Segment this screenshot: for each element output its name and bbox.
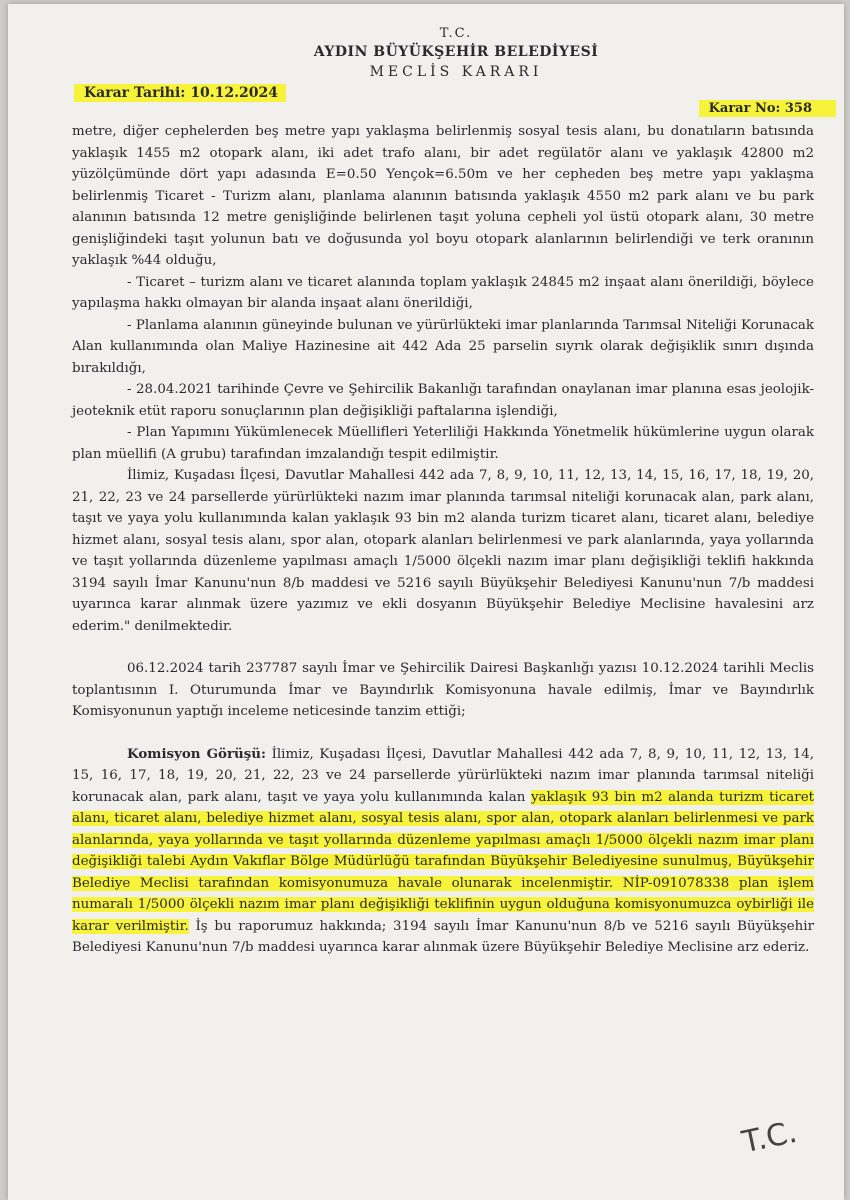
paragraph-bullet-jeoloji: - 28.04.2021 tarihinde Çevre ve Şehircilik Bakanlığı tarafından onaylanan imar planına esas jeolojik-jeoteknik etüt raporu sonuçlarının plan değişikliği paftalarına işlendiği, — [72, 382, 814, 419]
komisyon-highlighted-text: yaklaşık 93 bin m2 alanda turizm ticaret alanı, ticaret alanı, belediye hizmet alanı, sosyal tesis alanı, spor alan, otopark alanları belirlenmesi ve park alanlarında, yaya yollarında ve taşıt yollarında düzenleme yapılması amaçlı 1/5000 ölçekli nazım imar planı değişikliği talebi Aydın Vakıflar Bölge Müdürlüğü tarafından Büyükşehir Belediyesine sunulmuş, Büyükşehir Belediye Meclisi tarafından komisyonumuza havale olunarak incelenmiştir. NİP-091078338 plan işlem numaralı 1/5000 ölçekli nazım imar planı değişikliği teklifinin uygun olduğuna komisyonumuzca oybirliği ile karar verilmiştir. — [72, 789, 814, 934]
header-title: MECLİS KARARI — [369, 64, 543, 80]
paragraph-bullet-planlama: - Planlama alanının güneyinde bulunan ve yürürlükteki imar planlarında Tarımsal Niteliği Korunacak Alan kullanımında olan Maliye Hazinesine ait 442 Ada 25 parselin sıyrık olarak değişiklik sınırı dışında bırakıldığı, — [72, 317, 814, 376]
official-seal: T.C. — [739, 1114, 800, 1161]
paragraph-bullet-muellif: - Plan Yapımını Yükümlenecek Müellifleri Yeterliliği Hakkında Yönetmelik hükümlerine uygun olarak plan müellifi (A grubu) tarafından imzalandığı tespit edilmiştir. — [72, 425, 814, 462]
paragraph-ilimiz: İlimiz, Kuşadası İlçesi, Davutlar Mahallesi 442 ada 7, 8, 9, 10, 11, 12, 13, 14, 15, 16, 17, 18, 19, 20, 21, 22, 23 ve 24 parsellerde yürürlükteki nazım imar planında tarımsal niteliği korunacak alan, park alanı, taşıt ve yaya yolu kullanımında kalan yaklaşık 93 bin m2 alanda turizm ticaret alanı, ticaret alanı, belediye hizmet alanı, sosyal tesis alanı, spor alan, otopark alanları belirlenmesi ve park alanlarında, yaya yollarında ve taşıt yollarında düzenleme yapılması amaçlı 1/5000 ölçekli nazım imar planı değişikliği teklifi hakkında 3194 sayılı İmar Kanunu'nun 8/b maddesi ve 5216 sayılı Büyükşehir Belediyesi Kanunu'nun 7/b maddesi uyarınca karar alınmak üzere yazımız ve ekli dosyanın Büyükşehir Belediye Meclisine havalesini arz ederim." denilmektedir. — [72, 468, 814, 634]
paragraph-havale: 06.12.2024 tarih 237787 sayılı İmar ve Şehircilik Dairesi Başkanlığı yazısı 10.12.2024 tarihli Meclis toplantısının I. Oturumunda İmar ve Bayındırlık Komisyonuna havale edilmiş, İmar ve Bayındırlık Komisyonunun yaptığı inceleme neticesinde tanzim ettiği; — [72, 661, 814, 719]
header-organization: AYDIN BÜYÜKŞEHİR BELEDİYESİ — [313, 44, 599, 60]
komisyon-text: İlimiz, Kuşadası İlçesi, Davutlar Mahallesi 442 ada 7, 8, 9, 10, 11, 12, 13, 14, 15, 16, 17, 18, 19, 20, 21, 22, 23 ve 24 parsellerde yürürlükteki nazım imar planında tarımsal niteliği korunacak alan, park alanı, taşıt ve yaya yolu kullanımında kalan — [72, 746, 814, 805]
document-header — [8, 26, 844, 82]
komisyon-closing-text: İş bu raporumuz hakkında; 3194 sayılı İmar Kanunu'nun 8/b ve 5216 sayılı Büyükşehir Belediyesi Kanunu'nun 7/b maddesi uyarınca karar alınmak üzere Büyükşehir Belediye Meclisine arz ederiz. — [72, 918, 814, 955]
komisyon-label: Komisyon Görüşü: — [127, 745, 266, 762]
decision-date: Karar Tarihi: 10.12.2024 — [74, 84, 286, 102]
paragraph-komisyon — [72, 744, 814, 959]
document-body — [72, 121, 814, 959]
header-tc: T.C. — [439, 26, 473, 41]
paragraph-continuation: metre, diğer cephelerden beş metre yapı yaklaşma belirlenmiş sosyal tesis alanı, bu donatıların batısında yaklaşık 1455 m2 otopark alanı, iki adet trafo alanı, bir adet regülatör alanı ve yaklaşık 42800 m2 yüzölçümünde dört yapı adasında E=0.50 Yençok=6.50m ve her cepheden beş metre yapı yaklaşma belirlenmiş Ticaret - Turizm alanı, planlama alanının batısında yaklaşık 4550 m2 park alanı ve bu park alanının batısında 12 metre genişliğinde belirlenen taşıt yoluna cepheli yol üstü otopark alanı, 30 metre genişliğindeki taşıt yolunun batı ve doğusunda yol boyu otopark alanlarının belirlendiği ve terk oranının yaklaşık %44 olduğu, — [72, 124, 814, 268]
paragraph-bullet-ticaret: - Ticaret – turizm alanı ve ticaret alanında toplam yaklaşık 24845 m2 inşaat alanı önerildiği, böylece yapılaşma hakkı olmayan bir alanda inşaat alanı önerildiği, — [72, 274, 814, 311]
document-page — [8, 4, 844, 1200]
decision-number: Karar No: 358 — [699, 100, 836, 117]
